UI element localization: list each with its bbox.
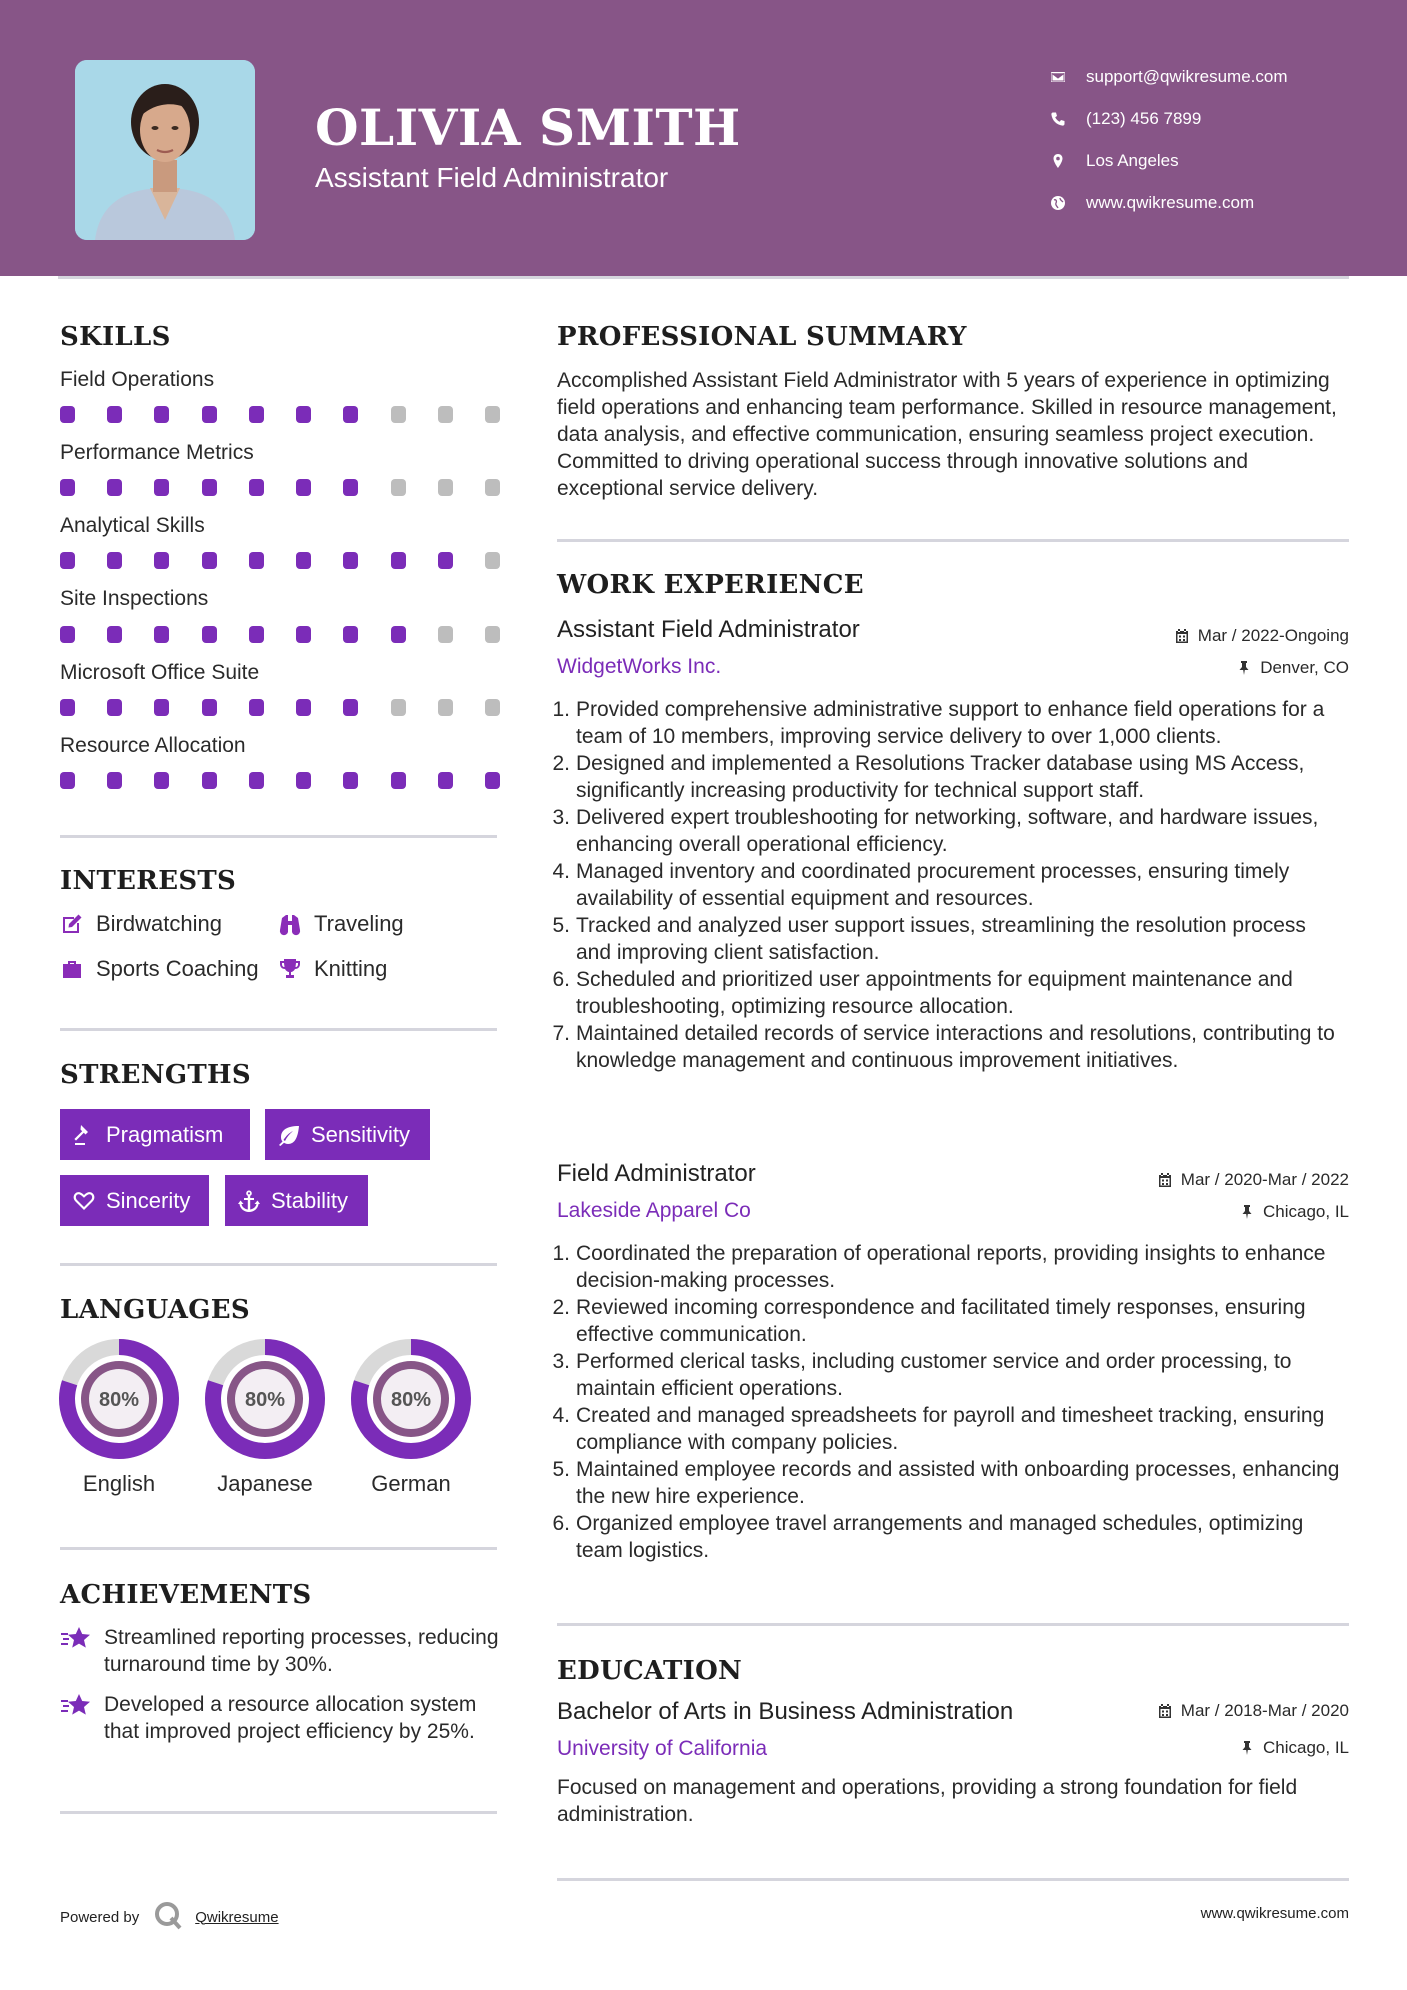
skill-dot-filled	[249, 699, 264, 716]
profile-photo	[75, 60, 255, 240]
skill-name: Resource Allocation	[60, 734, 246, 757]
skill-dot-filled	[485, 772, 500, 789]
skill-dot-filled	[60, 479, 75, 496]
education-location	[1239, 1738, 1349, 1758]
skill-dot-filled	[107, 552, 122, 569]
language-item	[203, 1337, 327, 1497]
pushpin-icon	[1239, 1204, 1255, 1220]
resume-header	[0, 0, 1407, 276]
strength-label: Stability	[271, 1187, 349, 1213]
job-location-text: Chicago, IL	[1263, 1202, 1349, 1221]
powered-by-text: Powered by	[60, 1908, 140, 1926]
skill-name: Field Operations	[60, 368, 215, 391]
job-bullet: 3. Delivered expert troubleshooting for networking, software, and hardware issues, enhancing overall operational efficiency.	[552, 806, 1319, 856]
strength-label: Sensitivity	[311, 1121, 411, 1147]
job-location	[1239, 1202, 1349, 1222]
job-bullet: 7. Maintained detailed records of service interactions and resolutions, contributing to knowledge management and continuous improvement initiatives.	[552, 1022, 1335, 1072]
briefcase-icon	[60, 957, 96, 981]
candidate-role: Assistant Field Administrator	[315, 162, 669, 193]
pushpin-icon	[1239, 1740, 1255, 1756]
skill-dot-filled	[154, 479, 169, 496]
summary-text: Accomplished Assistant Field Administrator with 5 years of experience in optimizing field operations and enhancing team performance. Skilled in resource management, data analysis, and effective communication, ensuring seamless project execution. Committed to driving operational success through innovative solutions and exceptional service delivery.	[557, 369, 1337, 500]
job-bullet: 2. Reviewed incoming correspondence and facilitated timely responses, ensuring effective communication.	[552, 1296, 1306, 1346]
contact-email-text: support@qwikresume.com	[1086, 67, 1288, 86]
education-heading: EDUCATION	[557, 1656, 743, 1686]
donut-label: 80%	[244, 1389, 286, 1411]
language-donut	[203, 1337, 327, 1461]
skill-dot-filled	[391, 552, 406, 569]
skill-dot-filled	[343, 699, 358, 716]
footer-powered-by	[60, 1900, 279, 1934]
skill-dot-filled	[343, 626, 358, 643]
skill-dot-filled	[296, 772, 311, 789]
skill-dot-filled	[249, 479, 264, 496]
job-company: WidgetWorks Inc.	[557, 655, 722, 678]
donut-label: 80%	[390, 1389, 432, 1411]
job-bullet: 6. Organized employee travel arrangements and managed schedules, optimizing team logistics.	[552, 1512, 1304, 1562]
skill-dot-filled	[107, 479, 122, 496]
section-divider	[557, 1878, 1349, 1881]
job-dates-text: Mar / 2022-Ongoing	[1197, 626, 1349, 645]
interest-label: Sports Coaching	[96, 956, 259, 981]
interests-heading: INTERESTS	[60, 866, 237, 896]
job-company: Lakeside Apparel Co	[557, 1199, 751, 1222]
skill-dot-filled	[391, 626, 406, 643]
skill-dot-filled	[438, 772, 453, 789]
skill-dot-filled	[202, 699, 217, 716]
skill-dot-filled	[154, 552, 169, 569]
section-divider	[60, 835, 497, 838]
star-icon	[60, 1691, 104, 1745]
skill-dot-filled	[202, 626, 217, 643]
skill-dot-filled	[154, 699, 169, 716]
skill-dot-filled	[60, 406, 75, 423]
leaf-icon	[277, 1123, 311, 1147]
skill-dot-filled	[107, 699, 122, 716]
section-divider	[60, 1811, 497, 1814]
job-bullet: 4. Managed inventory and coordinated procurement processes, ensuring timely availability of essential equipment and resources.	[552, 860, 1290, 910]
job-bullets	[552, 1240, 1357, 1564]
education-degree: Bachelor of Arts in Business Administration	[557, 1698, 1014, 1725]
skill-rating	[60, 626, 500, 643]
skill-dot-filled	[296, 406, 311, 423]
achievement-item	[60, 1624, 500, 1678]
qwikresume-logo-icon	[153, 1900, 183, 1934]
strength-badge	[225, 1175, 368, 1226]
interest-item	[278, 956, 387, 982]
skill-rating	[60, 772, 500, 789]
pushpin-icon	[1236, 660, 1252, 676]
map-marker-icon	[1050, 153, 1086, 169]
language-donut	[349, 1337, 473, 1461]
binoculars-icon	[278, 912, 314, 936]
skill-dot-filled	[391, 772, 406, 789]
footer-website[interactable]: www.qwikresume.com	[1200, 1905, 1349, 1922]
skill-dot-empty	[391, 699, 406, 716]
skill-dot-filled	[249, 772, 264, 789]
languages-heading: LANGUAGES	[60, 1295, 250, 1325]
language-item	[57, 1337, 181, 1497]
achievement-text: Developed a resource allocation system that improved project efficiency by 25%.	[104, 1693, 477, 1743]
strength-badge	[60, 1175, 209, 1226]
job-bullets	[552, 696, 1357, 1074]
skill-dot-filled	[60, 699, 75, 716]
skill-dot-filled	[60, 626, 75, 643]
skill-dot-filled	[202, 772, 217, 789]
skill-dot-filled	[438, 552, 453, 569]
skill-dot-empty	[438, 479, 453, 496]
skill-dot-filled	[60, 552, 75, 569]
interest-label: Traveling	[314, 911, 404, 936]
anchor-icon	[237, 1189, 271, 1213]
contact-phone[interactable]	[1050, 98, 1380, 140]
skill-dot-filled	[343, 479, 358, 496]
skill-dot-empty	[485, 699, 500, 716]
skill-dot-filled	[343, 406, 358, 423]
strength-badge	[265, 1109, 430, 1160]
job-bullet: 6. Scheduled and prioritized user appointments for equipment maintenance and troubleshooting, optimizing resource allocation.	[552, 968, 1293, 1018]
job-bullet: 3. Performed clerical tasks, including customer service and order processing, to maintain efficient operations.	[552, 1350, 1292, 1400]
profile-photo-image	[75, 60, 255, 240]
skill-dot-filled	[296, 479, 311, 496]
skill-rating	[60, 479, 500, 496]
job-title: Field Administrator	[557, 1160, 756, 1187]
skill-dot-empty	[438, 626, 453, 643]
contact-list	[1050, 56, 1380, 224]
job-bullet: 5. Maintained employee records and assisted with onboarding processes, enhancing the new hire experience.	[552, 1458, 1340, 1508]
skill-dot-filled	[107, 626, 122, 643]
interest-item	[278, 911, 404, 937]
job-bullet: 1. Provided comprehensive administrative support to enhance field operations for a team of 10 members, improving service delivery to over 1,000 clients.	[552, 698, 1325, 748]
contact-email[interactable]	[1050, 56, 1380, 98]
skill-dot-empty	[485, 406, 500, 423]
skill-dot-filled	[249, 626, 264, 643]
language-name: German	[371, 1471, 451, 1496]
strength-badge	[60, 1109, 250, 1160]
interest-item	[60, 956, 259, 982]
job-bullet: 5. Tracked and analyzed user support issues, streamlining the resolution process and improving client satisfaction.	[552, 914, 1306, 964]
globe-icon	[1050, 195, 1086, 211]
envelope-icon	[1050, 69, 1086, 85]
interest-label: Knitting	[314, 956, 388, 981]
phone-icon	[1050, 111, 1086, 127]
skill-dot-empty	[438, 406, 453, 423]
skill-rating	[60, 406, 500, 423]
skill-dot-empty	[391, 406, 406, 423]
skill-dot-empty	[391, 479, 406, 496]
job-location	[1236, 658, 1349, 678]
job-location-text: Denver, CO	[1260, 658, 1349, 677]
contact-website[interactable]	[1050, 182, 1380, 224]
skill-dot-filled	[296, 699, 311, 716]
calendar-icon	[1157, 1703, 1173, 1719]
interest-label: Birdwatching	[96, 911, 222, 936]
job-bullet: 1. Coordinated the preparation of operational reports, providing insights to enhance decision-making processes.	[552, 1242, 1326, 1292]
trophy-icon	[278, 957, 314, 981]
contact-website-text: www.qwikresume.com	[1086, 193, 1255, 212]
calendar-icon	[1174, 628, 1190, 644]
strengths-heading: STRENGTHS	[60, 1060, 251, 1090]
skill-dot-filled	[107, 772, 122, 789]
calendar-icon	[1157, 1172, 1173, 1188]
job-dates	[1174, 626, 1349, 646]
skill-dot-filled	[249, 552, 264, 569]
job-dates-text: Mar / 2020-Mar / 2022	[1180, 1170, 1349, 1189]
education-school: University of California	[557, 1737, 768, 1760]
skill-dot-filled	[343, 772, 358, 789]
skill-dot-empty	[485, 479, 500, 496]
strength-label: Pragmatism	[106, 1121, 224, 1147]
contact-phone-text: (123) 456 7899	[1086, 109, 1202, 128]
language-item	[349, 1337, 473, 1497]
contact-location-text: Los Angeles	[1086, 151, 1179, 170]
skill-dot-filled	[154, 772, 169, 789]
summary-heading: PROFESSIONAL SUMMARY	[557, 322, 967, 352]
achievements-heading: ACHIEVEMENTS	[60, 1580, 312, 1610]
education-dates	[1157, 1701, 1349, 1721]
strength-label: Sincerity	[106, 1187, 191, 1213]
skill-dot-filled	[249, 406, 264, 423]
skill-name: Analytical Skills	[60, 514, 205, 537]
skill-dot-filled	[154, 406, 169, 423]
education-dates-text: Mar / 2018-Mar / 2020	[1180, 1701, 1349, 1720]
edit-icon	[60, 912, 96, 936]
job-title: Assistant Field Administrator	[557, 616, 860, 643]
language-name: English	[82, 1471, 156, 1496]
skill-dot-filled	[343, 552, 358, 569]
skill-dot-filled	[202, 479, 217, 496]
skill-rating	[60, 552, 500, 569]
job-bullet: 4. Created and managed spreadsheets for payroll and timesheet tracking, ensuring compliance with company policies.	[552, 1404, 1325, 1454]
skill-dot-filled	[60, 772, 75, 789]
section-divider	[60, 1263, 497, 1266]
job-bullet: 2. Designed and implemented a Resolutions Tracker database using MS Access, significantly increasing productivity for technical support staff.	[552, 752, 1305, 802]
skill-dot-filled	[202, 552, 217, 569]
language-name: Japanese	[217, 1471, 313, 1496]
candidate-name: OLIVIA SMITH	[315, 98, 741, 157]
skill-dot-filled	[107, 406, 122, 423]
contact-location	[1050, 140, 1380, 182]
achievement-text: Streamlined reporting processes, reducing turnaround time by 30%.	[104, 1626, 499, 1676]
qwikresume-link[interactable]: Qwikresume	[195, 1908, 279, 1926]
section-divider	[557, 1623, 1349, 1626]
section-divider	[60, 1028, 497, 1031]
skill-dot-filled	[154, 626, 169, 643]
skill-dot-empty	[485, 552, 500, 569]
skill-name: Microsoft Office Suite	[60, 661, 260, 684]
donut-label: 80%	[98, 1389, 140, 1411]
job-dates	[1157, 1170, 1349, 1190]
skill-dot-filled	[296, 626, 311, 643]
section-divider	[557, 539, 1349, 542]
skill-dot-filled	[202, 406, 217, 423]
achievement-item	[60, 1691, 500, 1745]
skill-dot-empty	[485, 626, 500, 643]
skills-heading: SKILLS	[60, 322, 171, 352]
education-location-text: Chicago, IL	[1263, 1738, 1349, 1757]
heart-icon	[72, 1189, 106, 1213]
skill-rating	[60, 699, 500, 716]
skill-name: Performance Metrics	[60, 441, 254, 464]
skill-dot-filled	[296, 552, 311, 569]
education-description: Focused on management and operations, providing a strong foundation for field administration.	[557, 1776, 1298, 1826]
experience-heading: WORK EXPERIENCE	[557, 570, 864, 600]
gavel-icon	[72, 1123, 106, 1147]
interest-item	[60, 911, 222, 937]
skill-dot-empty	[438, 699, 453, 716]
star-icon	[60, 1624, 104, 1678]
skill-name: Site Inspections	[60, 587, 209, 610]
header-divider	[58, 276, 1349, 279]
language-donut	[57, 1337, 181, 1461]
section-divider	[60, 1547, 497, 1550]
